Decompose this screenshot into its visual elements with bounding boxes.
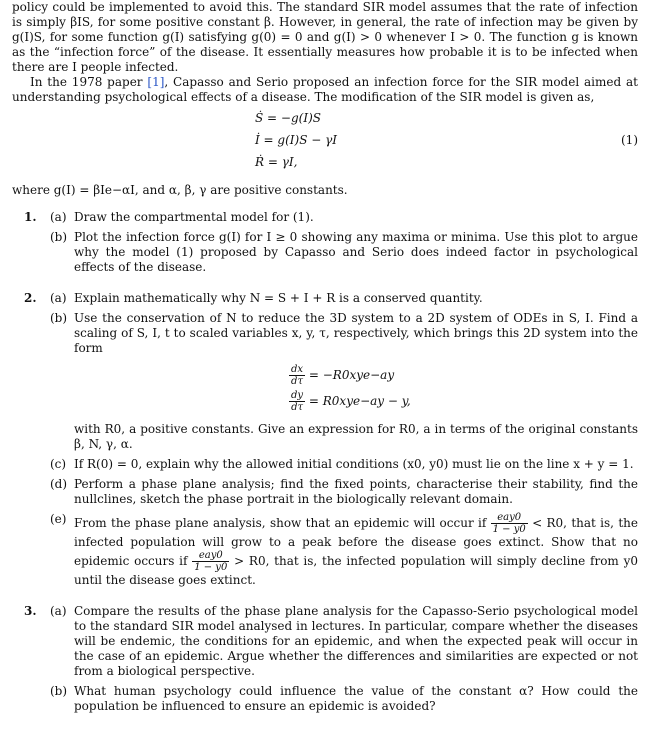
part-label: (b)	[50, 230, 68, 244]
intro-paragraph-1: policy could be implemented to avoid this. The standard SIR model assumes that the rate of infection is simply βIS, for some positive constant β. However, in general, the rate of infection may be given by g(I)S, for some function g(I) satisfying g(0) = 0 and g(I) > 0 whenever I > 0. The function g is known as the “infection force” of the disease. It essentially measures how probable it is to be infected when there are I people infected.	[12, 0, 638, 74]
part-text: If R(0) = 0, explain why the allowed initial conditions (x0, y0) must lie on the line x + y = 1.	[74, 457, 634, 471]
part-label: (e)	[50, 512, 67, 526]
question-part	[50, 512, 638, 588]
question-part	[50, 210, 638, 225]
part-text	[74, 512, 638, 588]
question-part	[50, 291, 638, 306]
epidemic-fraction-1	[491, 512, 528, 535]
frac-num: dx	[291, 364, 304, 375]
dx-fraction	[289, 364, 305, 387]
infection-force-definition: where g(I) = βIe−αI, and α, β, γ are positive constants.	[12, 183, 348, 197]
question-part	[50, 457, 638, 472]
dy-equation	[289, 390, 411, 413]
equation-number: (1)	[621, 133, 638, 147]
part-text: Explain mathematically why N = S + I + R is a conserved quantity.	[74, 291, 483, 305]
frac-den: 1 − y0	[194, 562, 228, 573]
frac-den: dτ	[291, 402, 303, 413]
equation-s: Ṡ = −g(I)S	[255, 111, 321, 125]
part-text: Perform a phase plane analysis; find the fixed points, characterise their stability, find the nullclines, sketch the phase portrait in the biologically relevant domain.	[74, 477, 638, 506]
scaled-ode-system	[74, 362, 638, 418]
frac-num: eay0	[192, 550, 229, 562]
part-text: Draw the compartmental model for (1).	[74, 210, 314, 224]
part-text-c: > R0, that is, the infected population will simply decline from y0 until the disease goes extinct.	[74, 554, 638, 587]
question-2-parts	[50, 291, 638, 588]
part-label: (a)	[50, 291, 67, 305]
part-label: (a)	[50, 604, 67, 618]
question-part	[50, 230, 638, 275]
question-1	[12, 210, 638, 275]
question-number: 2.	[24, 291, 37, 305]
intro-text-a: In the 1978 paper	[30, 75, 148, 89]
question-number: 1.	[24, 210, 37, 224]
dy-rhs: = R0xye−ay − y,	[308, 394, 411, 408]
frac-den: dτ	[291, 376, 303, 387]
question-list	[12, 210, 638, 714]
dx-equation	[289, 364, 394, 387]
intro-paragraph-2	[12, 75, 638, 105]
system-note: with R0, a positive constants. Give an expression for R0, a in terms of the original constants β, N, γ, α.	[74, 422, 638, 451]
intro-text-b: , Capasso and Serio proposed an infection force for the SIR model aimed at understanding psychological effects of a disease. The modification of the SIR model is given as,	[12, 75, 638, 104]
dy-fraction	[289, 390, 305, 413]
question-part	[50, 311, 638, 452]
question-3	[12, 604, 638, 714]
frac-num: eay0	[491, 512, 528, 524]
part-text: Plot the infection force g(I) for I ≥ 0 showing any maxima or minima. Use this plot to argue why the model (1) proposed by Capasso and Serio does indeed factor in psychological effects of the disease.	[74, 230, 638, 274]
question-3-parts	[50, 604, 638, 714]
part-text: What human psychology could influence the value of the constant α? How could the population be influenced to ensure an epidemic is avoided?	[74, 684, 638, 713]
question-part	[50, 604, 638, 679]
equation-i: İ = g(I)S − γI	[255, 133, 338, 147]
citation-link[interactable]: [1]	[147, 75, 165, 89]
part-text-a: From the phase plane analysis, show that an epidemic will occur if	[74, 516, 487, 530]
part-label: (a)	[50, 210, 67, 224]
question-1-parts	[50, 210, 638, 275]
question-number: 3.	[24, 604, 37, 618]
part-label: (b)	[50, 684, 68, 698]
part-text: Compare the results of the phase plane analysis for the Capasso-Serio psychological model to the standard SIR model analysed in lectures. In particular, compare whether the diseases will be endemic, the conditions for an epidemic, and when the expected peak will occur in the case of an epidemic. Argue whether the differences and similarities are expected or not from a biological perspective.	[74, 604, 638, 678]
frac-den: 1 − y0	[492, 524, 526, 535]
epidemic-fraction-2	[192, 550, 229, 573]
equation-r: Ṙ = γI,	[255, 155, 298, 169]
part-text-b: < R0, that is, the infected population will grow to a peak before the disease goes extinct. Show that no epidemic occurs if	[74, 516, 638, 568]
sir-equation-block	[12, 109, 638, 177]
frac-num: dy	[291, 390, 304, 401]
question-part	[50, 684, 638, 714]
dx-rhs: = −R0xye−ay	[308, 368, 395, 382]
part-label: (b)	[50, 311, 68, 325]
part-text: Use the conservation of N to reduce the 3D system to a 2D system of ODEs in S, I. Find a scaling of S, I, t to scaled variables x, y, τ, respectively, which brings this 2D system into the form	[74, 311, 638, 355]
part-label: (d)	[50, 477, 68, 491]
part-label: (c)	[50, 457, 67, 471]
document-page	[12, 0, 638, 730]
question-part	[50, 477, 638, 507]
question-2	[12, 291, 638, 588]
